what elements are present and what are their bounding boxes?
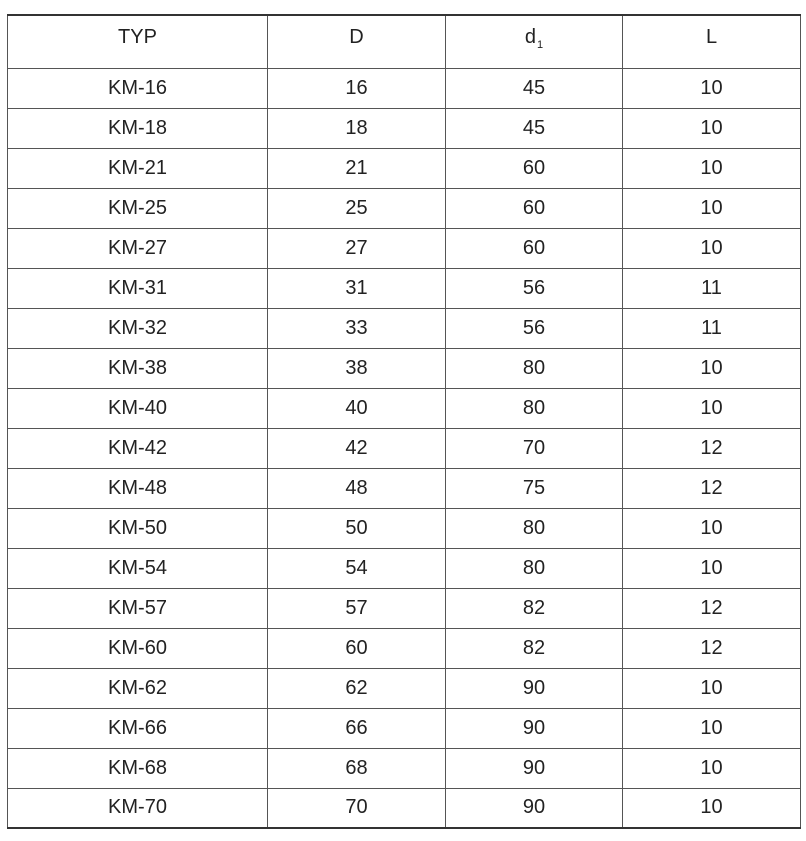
- table-row: [8, 148, 801, 188]
- cell-d1: 82: [446, 588, 623, 628]
- cell-d-upper: 57: [268, 588, 446, 628]
- table-row: [8, 468, 801, 508]
- cell-typ: KM-50: [8, 508, 268, 548]
- cell-d-upper: 21: [268, 148, 446, 188]
- header-d1: [446, 15, 623, 68]
- cell-l: 10: [623, 388, 801, 428]
- cell-l: 10: [623, 708, 801, 748]
- cell-l: 12: [623, 428, 801, 468]
- cell-d-upper: 48: [268, 468, 446, 508]
- cell-d1: 90: [446, 708, 623, 748]
- cell-d1: 80: [446, 348, 623, 388]
- cell-d-upper: 42: [268, 428, 446, 468]
- cell-d-upper: 50: [268, 508, 446, 548]
- header-d-upper: D: [268, 15, 446, 68]
- cell-d1: 56: [446, 268, 623, 308]
- table-row: [8, 68, 801, 108]
- cell-l: 11: [623, 268, 801, 308]
- cell-l: 12: [623, 588, 801, 628]
- cell-l: 10: [623, 748, 801, 788]
- cell-typ: KM-60: [8, 628, 268, 668]
- cell-l: 10: [623, 548, 801, 588]
- cell-typ: KM-40: [8, 388, 268, 428]
- cell-typ: KM-48: [8, 468, 268, 508]
- header-row: [8, 15, 801, 68]
- cell-typ: KM-42: [8, 428, 268, 468]
- cell-d1: 90: [446, 668, 623, 708]
- cell-typ: KM-57: [8, 588, 268, 628]
- table-row: [8, 348, 801, 388]
- cell-d-upper: 68: [268, 748, 446, 788]
- header-d1-subscript: 1: [537, 39, 544, 51]
- cell-l: 10: [623, 668, 801, 708]
- header-l: L: [623, 15, 801, 68]
- cell-l: 10: [623, 148, 801, 188]
- cell-typ: KM-66: [8, 708, 268, 748]
- cell-typ: KM-25: [8, 188, 268, 228]
- cell-d-upper: 31: [268, 268, 446, 308]
- cell-typ: KM-16: [8, 68, 268, 108]
- cell-d1: 45: [446, 108, 623, 148]
- cell-d-upper: 27: [268, 228, 446, 268]
- cell-typ: KM-38: [8, 348, 268, 388]
- table-row: [8, 628, 801, 668]
- cell-d-upper: 25: [268, 188, 446, 228]
- cell-d1: 45: [446, 68, 623, 108]
- table-row: [8, 548, 801, 588]
- table-row: [8, 588, 801, 628]
- table-header: [8, 15, 801, 68]
- cell-d1: 60: [446, 148, 623, 188]
- cell-l: 10: [623, 788, 801, 828]
- cell-typ: KM-62: [8, 668, 268, 708]
- cell-d1: 56: [446, 308, 623, 348]
- cell-l: 12: [623, 628, 801, 668]
- cell-l: 10: [623, 348, 801, 388]
- header-typ: TYP: [8, 15, 268, 68]
- table-row: [8, 708, 801, 748]
- cell-l: 11: [623, 308, 801, 348]
- cell-typ: KM-70: [8, 788, 268, 828]
- cell-d-upper: 18: [268, 108, 446, 148]
- cell-d1: 90: [446, 748, 623, 788]
- cell-d-upper: 40: [268, 388, 446, 428]
- table-row: [8, 388, 801, 428]
- cell-d-upper: 66: [268, 708, 446, 748]
- cell-d-upper: 70: [268, 788, 446, 828]
- cell-typ: KM-68: [8, 748, 268, 788]
- spec-table-container: [7, 14, 801, 829]
- spec-table: [7, 14, 801, 829]
- cell-d-upper: 38: [268, 348, 446, 388]
- cell-typ: KM-18: [8, 108, 268, 148]
- header-d1-main: d: [524, 26, 536, 48]
- table-row: [8, 228, 801, 268]
- cell-typ: KM-27: [8, 228, 268, 268]
- cell-l: 10: [623, 188, 801, 228]
- table-row: [8, 308, 801, 348]
- table-row: [8, 508, 801, 548]
- cell-d1: 90: [446, 788, 623, 828]
- cell-d-upper: 62: [268, 668, 446, 708]
- cell-l: 10: [623, 228, 801, 268]
- cell-d1: 82: [446, 628, 623, 668]
- cell-d1: 75: [446, 468, 623, 508]
- cell-typ: KM-31: [8, 268, 268, 308]
- cell-d-upper: 60: [268, 628, 446, 668]
- table-row: [8, 268, 801, 308]
- table-row: [8, 428, 801, 468]
- cell-d1: 80: [446, 388, 623, 428]
- cell-l: 12: [623, 468, 801, 508]
- cell-d1: 60: [446, 228, 623, 268]
- table-row: [8, 788, 801, 828]
- cell-d1: 80: [446, 508, 623, 548]
- cell-typ: KM-54: [8, 548, 268, 588]
- cell-l: 10: [623, 108, 801, 148]
- cell-typ: KM-21: [8, 148, 268, 188]
- cell-l: 10: [623, 68, 801, 108]
- table-row: [8, 108, 801, 148]
- cell-l: 10: [623, 508, 801, 548]
- table-row: [8, 748, 801, 788]
- cell-d1: 70: [446, 428, 623, 468]
- table-row: [8, 668, 801, 708]
- cell-d-upper: 54: [268, 548, 446, 588]
- cell-d1: 60: [446, 188, 623, 228]
- cell-d1: 80: [446, 548, 623, 588]
- cell-d-upper: 16: [268, 68, 446, 108]
- cell-d-upper: 33: [268, 308, 446, 348]
- table-row: [8, 188, 801, 228]
- cell-typ: KM-32: [8, 308, 268, 348]
- table-body: [8, 68, 801, 828]
